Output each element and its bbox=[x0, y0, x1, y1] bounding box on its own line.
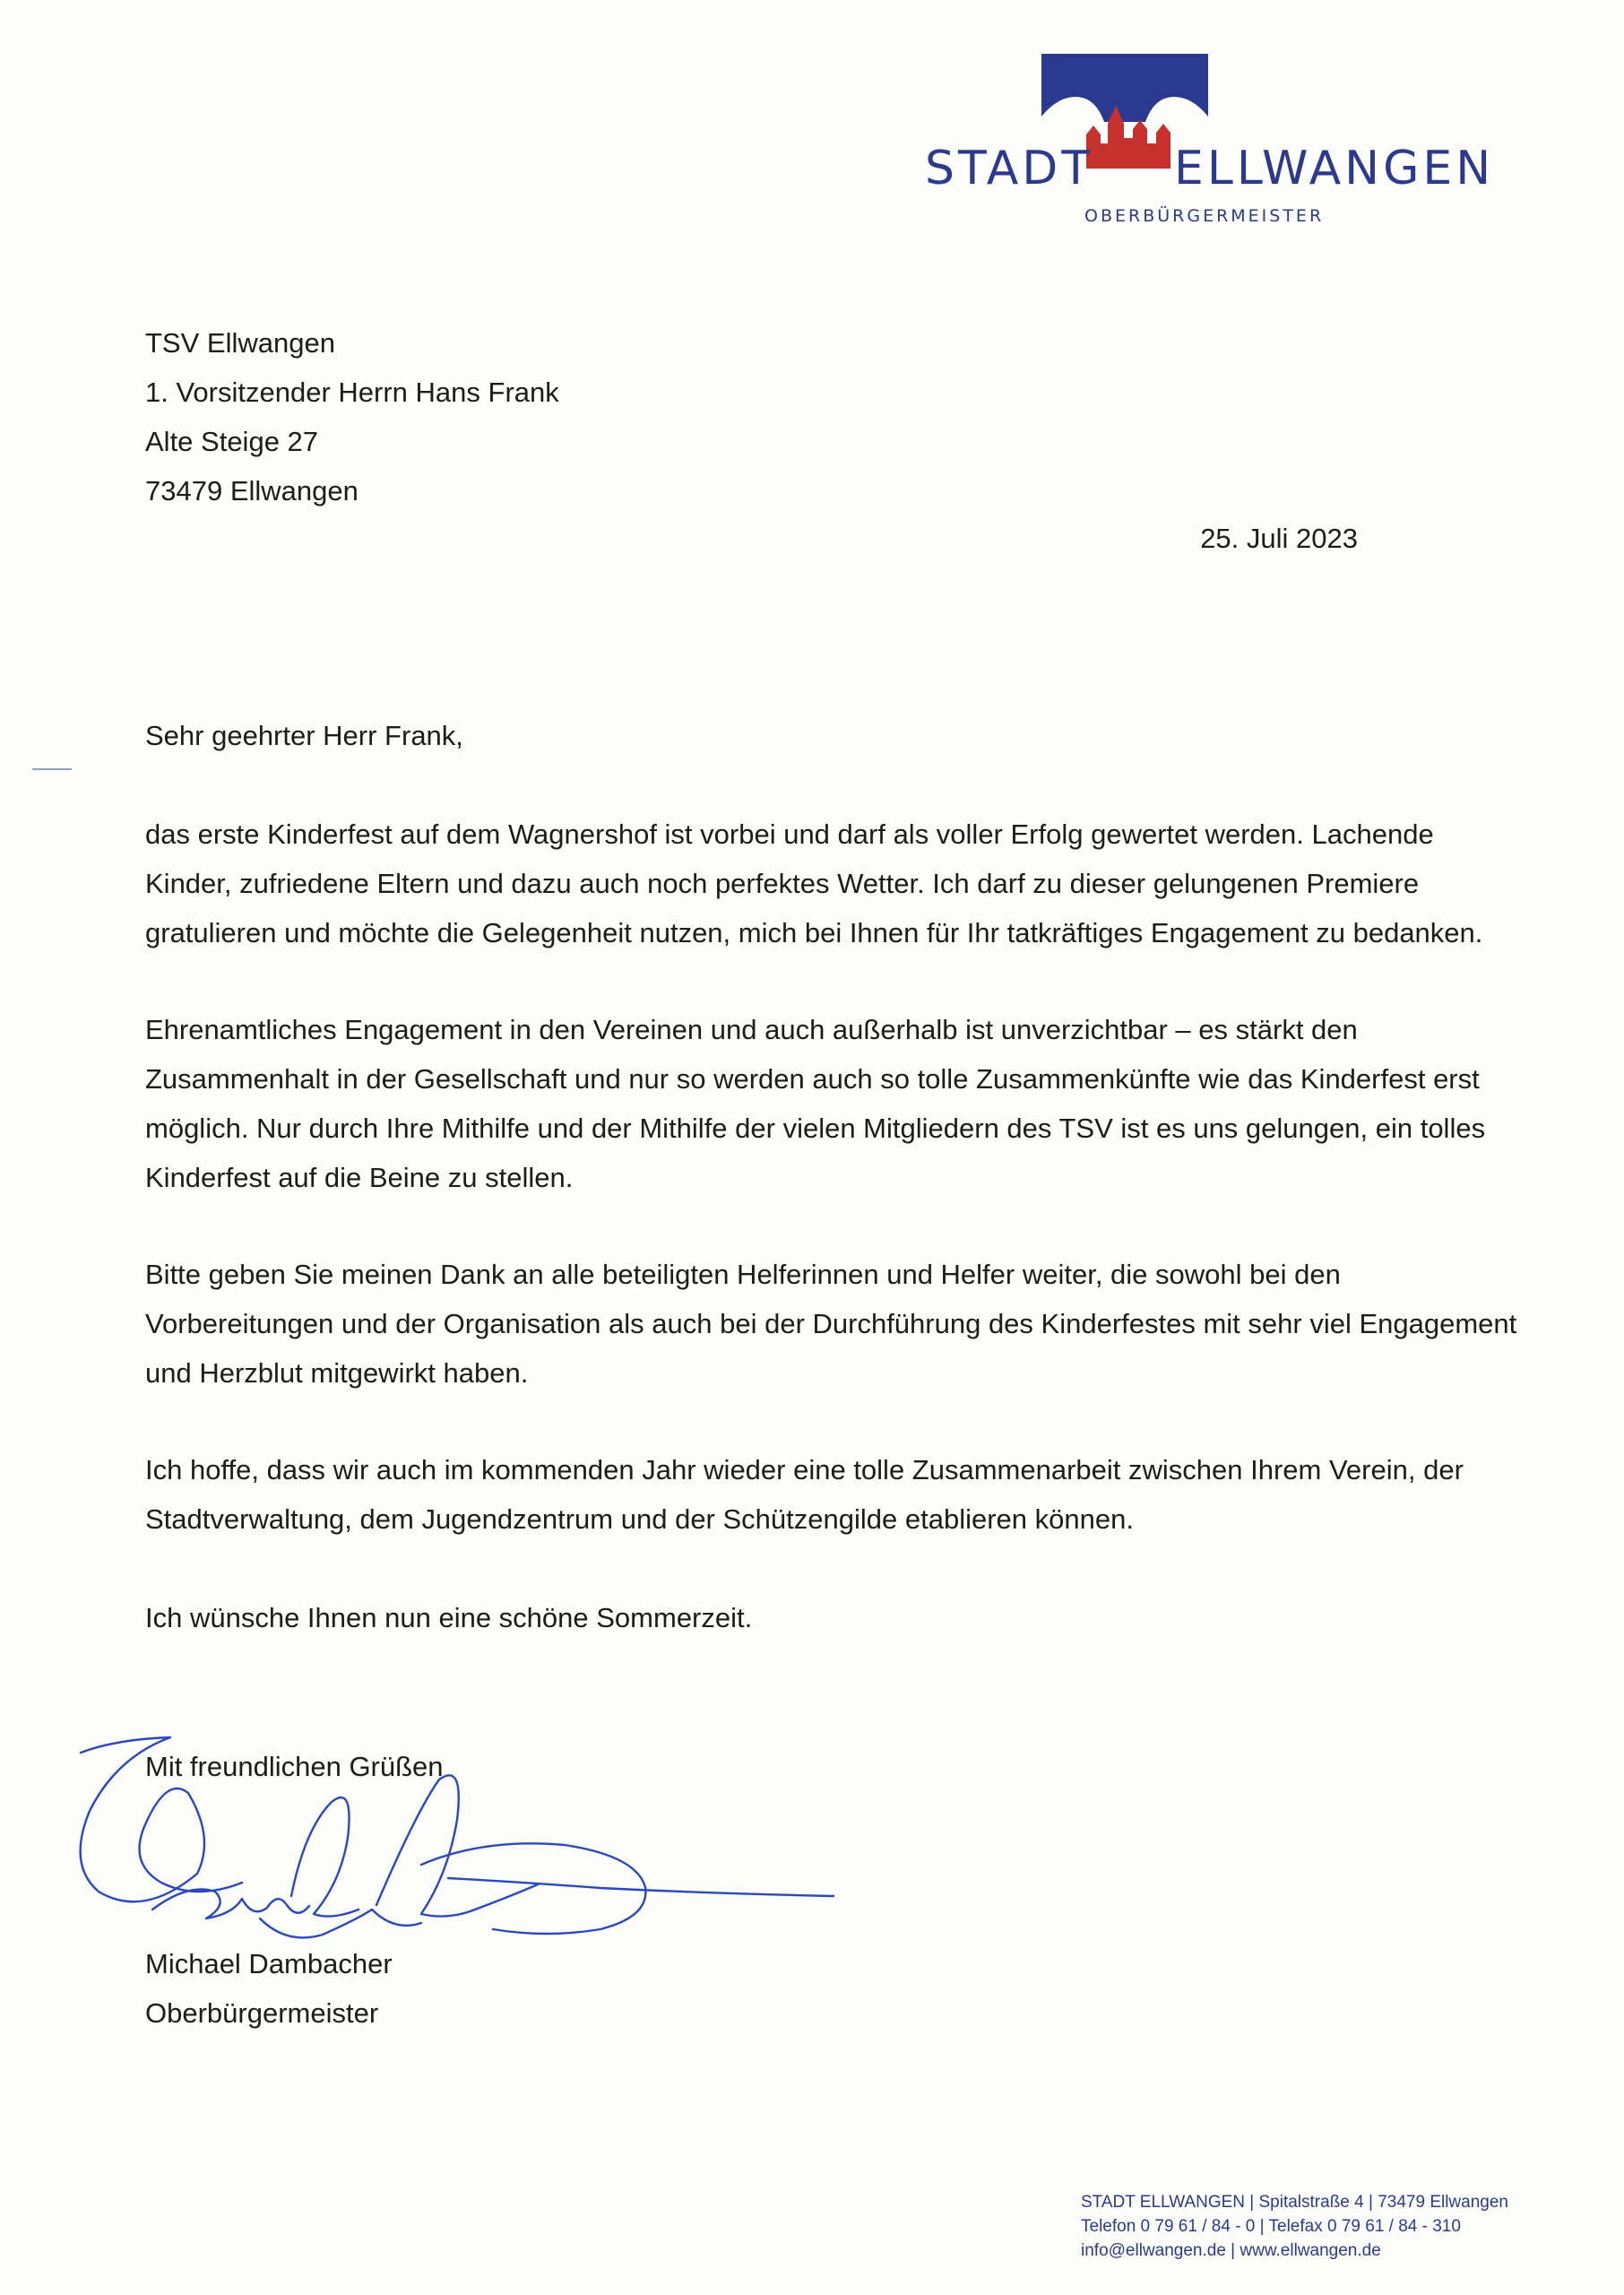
address-line: 1. Vorsitzender Herrn Hans Frank bbox=[145, 377, 559, 408]
text-line: Ehrenamtliches Engagement in den Vereinen und auch außerhalb ist unverzichtbar – es stärkt den bbox=[145, 1014, 1358, 1045]
body-paragraph bbox=[145, 1005, 1486, 1202]
body-paragraph bbox=[145, 1250, 1517, 1398]
footer-contact bbox=[1081, 2190, 1508, 2263]
text-line: Kinderfest auf die Beine zu stellen. bbox=[145, 1162, 574, 1193]
address-line: TSV Ellwangen bbox=[145, 327, 335, 359]
footer-line: Telefon 0 79 61 / 84 - 0 | Telefax 0 79 61 / 84 - 310 bbox=[1081, 2217, 1461, 2236]
body-paragraph bbox=[145, 1445, 1464, 1544]
text-line: möglich. Nur durch Ihre Mithilfe und der Mithilfe der vielen Mitgliedern des TSV ist es uns gelungen, ein tolles bbox=[145, 1113, 1486, 1144]
letterhead-word-ellwangen: ELLWANGEN bbox=[1174, 142, 1495, 195]
signer-name: Michael Dambacher bbox=[145, 1948, 393, 1979]
address-line: 73479 Ellwangen bbox=[145, 475, 358, 507]
footer-line: STADT ELLWANGEN | Spitalstraße 4 | 73479 Ellwangen bbox=[1081, 2193, 1508, 2212]
handwritten-signature bbox=[63, 1730, 851, 2017]
closing-phrase: Mit freundlichen Grüßen bbox=[145, 1751, 444, 1782]
letter-date: 25. Juli 2023 bbox=[1200, 523, 1358, 554]
letterhead-word-stadt: STADT bbox=[925, 142, 1094, 195]
text-line: das erste Kinderfest auf dem Wagnershof ist vorbei und darf als voller Erfolg gewertet werden. Lachende bbox=[145, 818, 1434, 850]
address-line: Alte Steige 27 bbox=[145, 426, 319, 457]
recipient-address bbox=[145, 318, 559, 515]
footer-line: info@ellwangen.de | www.ellwangen.de bbox=[1081, 2241, 1381, 2260]
salutation: Sehr geehrter Herr Frank, bbox=[145, 720, 463, 751]
signer-title: Oberbürgermeister bbox=[145, 1997, 379, 2029]
city-letterhead-logo bbox=[923, 52, 1495, 231]
text-line: Ich hoffe, dass wir auch im kommenden Jahr wieder eine tolle Zusammenarbeit zwischen Ihrem Verein, der bbox=[145, 1454, 1464, 1485]
text-line: gratulieren und möchte die Gelegenheit nutzen, mich bei Ihnen für Ihr tatkräftiges Engagement zu bedanken. bbox=[145, 917, 1483, 948]
body-paragraph bbox=[145, 810, 1483, 957]
text-line: Bitte geben Sie meinen Dank an alle beteiligten Helferinnen und Helfer weiter, die sowohl bei den bbox=[145, 1259, 1341, 1290]
body-paragraph bbox=[145, 1593, 1418, 1642]
letterhead-subtitle: OBERBÜRGERMEISTER bbox=[1084, 206, 1325, 226]
text-line: Stadtverwaltung, dem Jugendzentrum und der Schützengilde etablieren können. bbox=[145, 1503, 1134, 1535]
fold-mark bbox=[32, 768, 72, 770]
text-line: Ich wünsche Ihnen nun eine schöne Sommerzeit. bbox=[145, 1602, 753, 1633]
text-line: und Herzblut mitgewirkt haben. bbox=[145, 1357, 529, 1389]
text-line: Vorbereitungen und der Organisation als auch bei der Durchführung des Kinderfestes mit sehr viel Engagement bbox=[145, 1308, 1517, 1339]
text-line: Kinder, zufriedene Eltern und dazu auch noch perfektes Wetter. Ich darf zu dieser gelungenen Premiere bbox=[145, 868, 1420, 899]
text-line: Zusammenhalt in der Gesellschaft und nur so werden auch so tolle Zusammenkünfte wie das Kinderfest erst bbox=[145, 1063, 1480, 1095]
